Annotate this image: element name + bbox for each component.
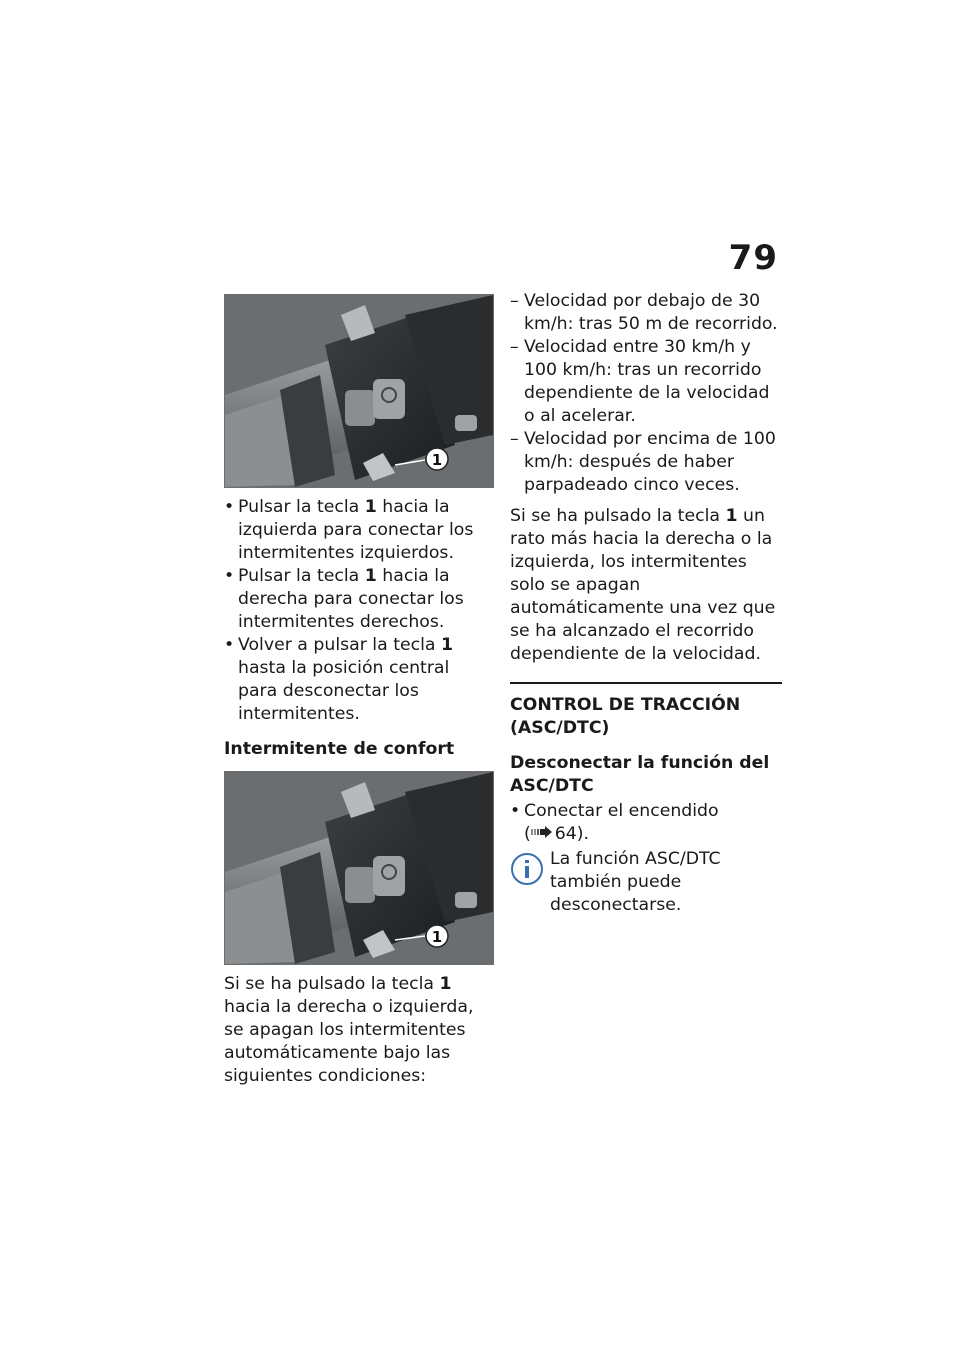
page-number: 79 xyxy=(728,238,778,278)
subheading-disable-asc: Desconectar la función del ASC/DTC xyxy=(510,753,770,796)
subheading-comfort-indicator: Intermitente de confort xyxy=(224,739,455,759)
arrow-right-icon xyxy=(531,823,555,846)
handlebar-switch-figure-2 xyxy=(224,771,494,965)
hold-paragraph: Si se ha pulsado la tecla 1 un rato más hacia la derecha o la izquierda, los intermitentes solo se apagan automáticamente una vez que se ha alcanzado el recorrido dependiente de la velocidad. xyxy=(510,506,776,664)
handlebar-switch-figure xyxy=(224,294,494,488)
list-item: • Volver a pulsar la tecla 1 hasta la posición central para desconectar los intermitentes. xyxy=(224,634,494,726)
list-item: • Pulsar la tecla 1 hacia la izquierda para conectar los intermitentes izquierdos. xyxy=(224,496,494,565)
list-item: • Conectar el encendido xyxy=(510,800,782,823)
handlebar-switch-illustration-2 xyxy=(225,772,493,964)
comfort-paragraph: Si se ha pulsado la tecla 1 hacia la derecha o izquierda, se apagan los intermitentes automáticamente bajo las siguientes condiciones: xyxy=(224,974,474,1086)
handlebar-switch-illustration xyxy=(225,295,493,487)
right-column xyxy=(510,290,782,917)
instruction-list xyxy=(224,496,494,726)
disable-steps xyxy=(510,800,782,823)
section-title: CONTROL DE TRACCIÓN (ASC/DTC) xyxy=(510,695,741,738)
list-item: – Velocidad por encima de 100 km/h: después de haber parpadeado cinco veces. xyxy=(510,428,782,497)
section-divider xyxy=(510,682,782,684)
list-item: – Velocidad entre 30 km/h y 100 km/h: tras un recorrido dependiente de la velocidad o al acelerar. xyxy=(510,336,782,428)
info-icon xyxy=(510,852,544,886)
callout-1: 1 xyxy=(431,928,443,946)
left-column xyxy=(224,294,494,1088)
page-reference[interactable]: ( 64). xyxy=(524,824,589,844)
conditions-list xyxy=(510,290,782,497)
callout-1: 1 xyxy=(431,451,443,469)
list-item: • Pulsar la tecla 1 hacia la derecha para conectar los intermitentes derechos. xyxy=(224,565,494,634)
list-item: – Velocidad por debajo de 30 km/h: tras 50 m de recorrido. xyxy=(510,290,782,336)
info-note: La función ASC/DTC también puede desconectarse. xyxy=(510,848,782,917)
